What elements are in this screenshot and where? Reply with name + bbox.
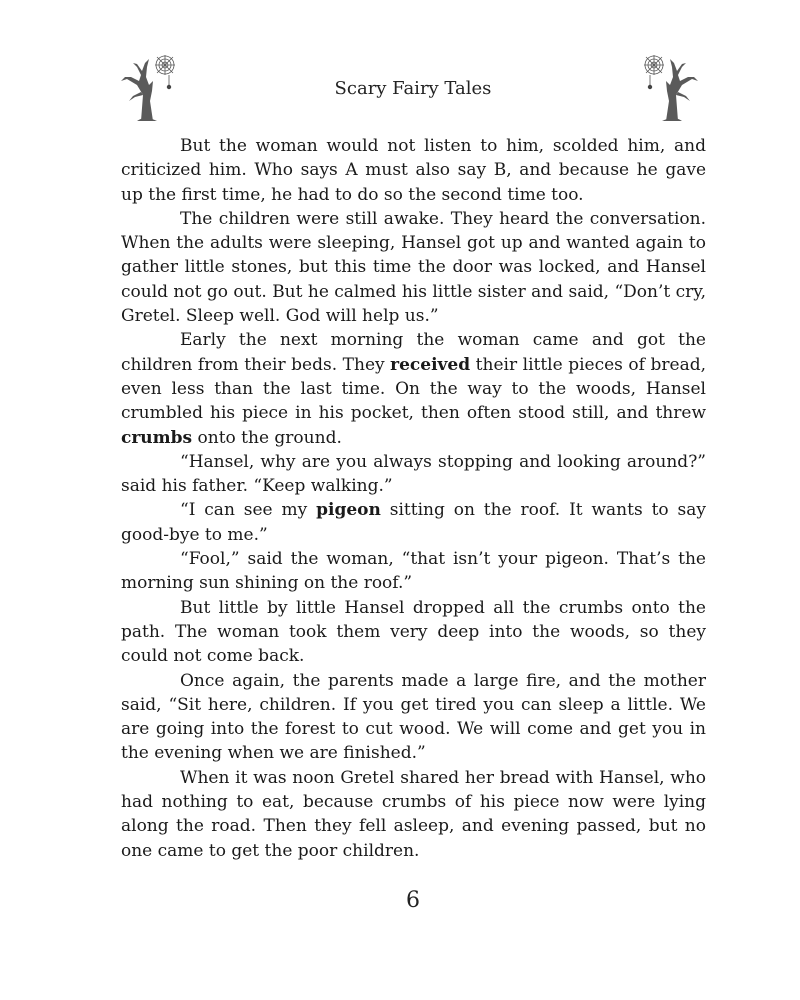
text-run: But little by little Hansel dropped all the crumbs onto the path. The woman took them very deep into the woods, so they could not come back. <box>121 597 706 667</box>
emphasized-word: pigeon <box>316 500 381 521</box>
story-paragraph <box>121 596 706 669</box>
text-run: “I can see my <box>180 500 317 521</box>
text-run: The children were still awake. They heard the conversation. When the adults were sleeping, Hansel got up and wanted again to gather little stones, but this time the door was locked, and Hansel could not go out. But he calmed his little sister and said, “Don’t cry, Gretel. Sleep well. God will help us.” <box>121 208 706 327</box>
story-paragraph <box>121 498 706 547</box>
story-paragraph <box>121 328 706 449</box>
story-paragraph <box>121 207 706 328</box>
story-text <box>121 134 706 863</box>
text-run: their little pieces of bread, even less than the last time. On the way to the woods, Hansel crumbled his piece in his pocket, then often stood still, and threw <box>121 354 706 424</box>
text-run: onto the ground. <box>192 427 342 448</box>
story-paragraph <box>121 134 706 207</box>
story-paragraph <box>121 766 706 863</box>
text-run: Once again, the parents made a large fire, and the mother said, “Sit here, children. If you get tired you can sleep a little. We are going into the forest to cut wood. We will come and get you in the evening when we are finished.” <box>121 670 706 764</box>
running-title: Scary Fairy Tales <box>334 78 492 99</box>
page-number: 6 <box>406 888 420 913</box>
page-header <box>0 0 800 130</box>
text-run: “Fool,” said the woman, “that isn’t your pigeon. That’s the morning sun shining on the roof.” <box>121 549 706 594</box>
text-run: “Hansel, why are you always stopping and looking around?” said his father. “Keep walking.” <box>121 451 706 497</box>
story-paragraph <box>121 669 706 766</box>
text-run: But the woman would not listen to him, scolded him, and criticized him. Who says A must also say B, and because he gave up the first time, he had to do so the second time too. <box>121 136 706 205</box>
spooky-tree-with-spiderweb-icon <box>642 55 704 121</box>
text-run: Early the next morning the woman came and got the children from their beds. They <box>121 330 706 375</box>
story-paragraph <box>121 450 706 499</box>
story-paragraph <box>121 547 706 596</box>
emphasized-word: crumbs <box>121 427 193 448</box>
text-run: sitting on the roof. It wants to say good-bye to me.” <box>121 500 706 545</box>
emphasized-word: received <box>390 354 471 375</box>
text-run: When it was noon Gretel shared her bread with Hansel, who had nothing to eat, because crumbs of his piece now were lying along the road. Then they fell asleep, and evening passed, but no one came to get the poor children. <box>121 767 706 861</box>
